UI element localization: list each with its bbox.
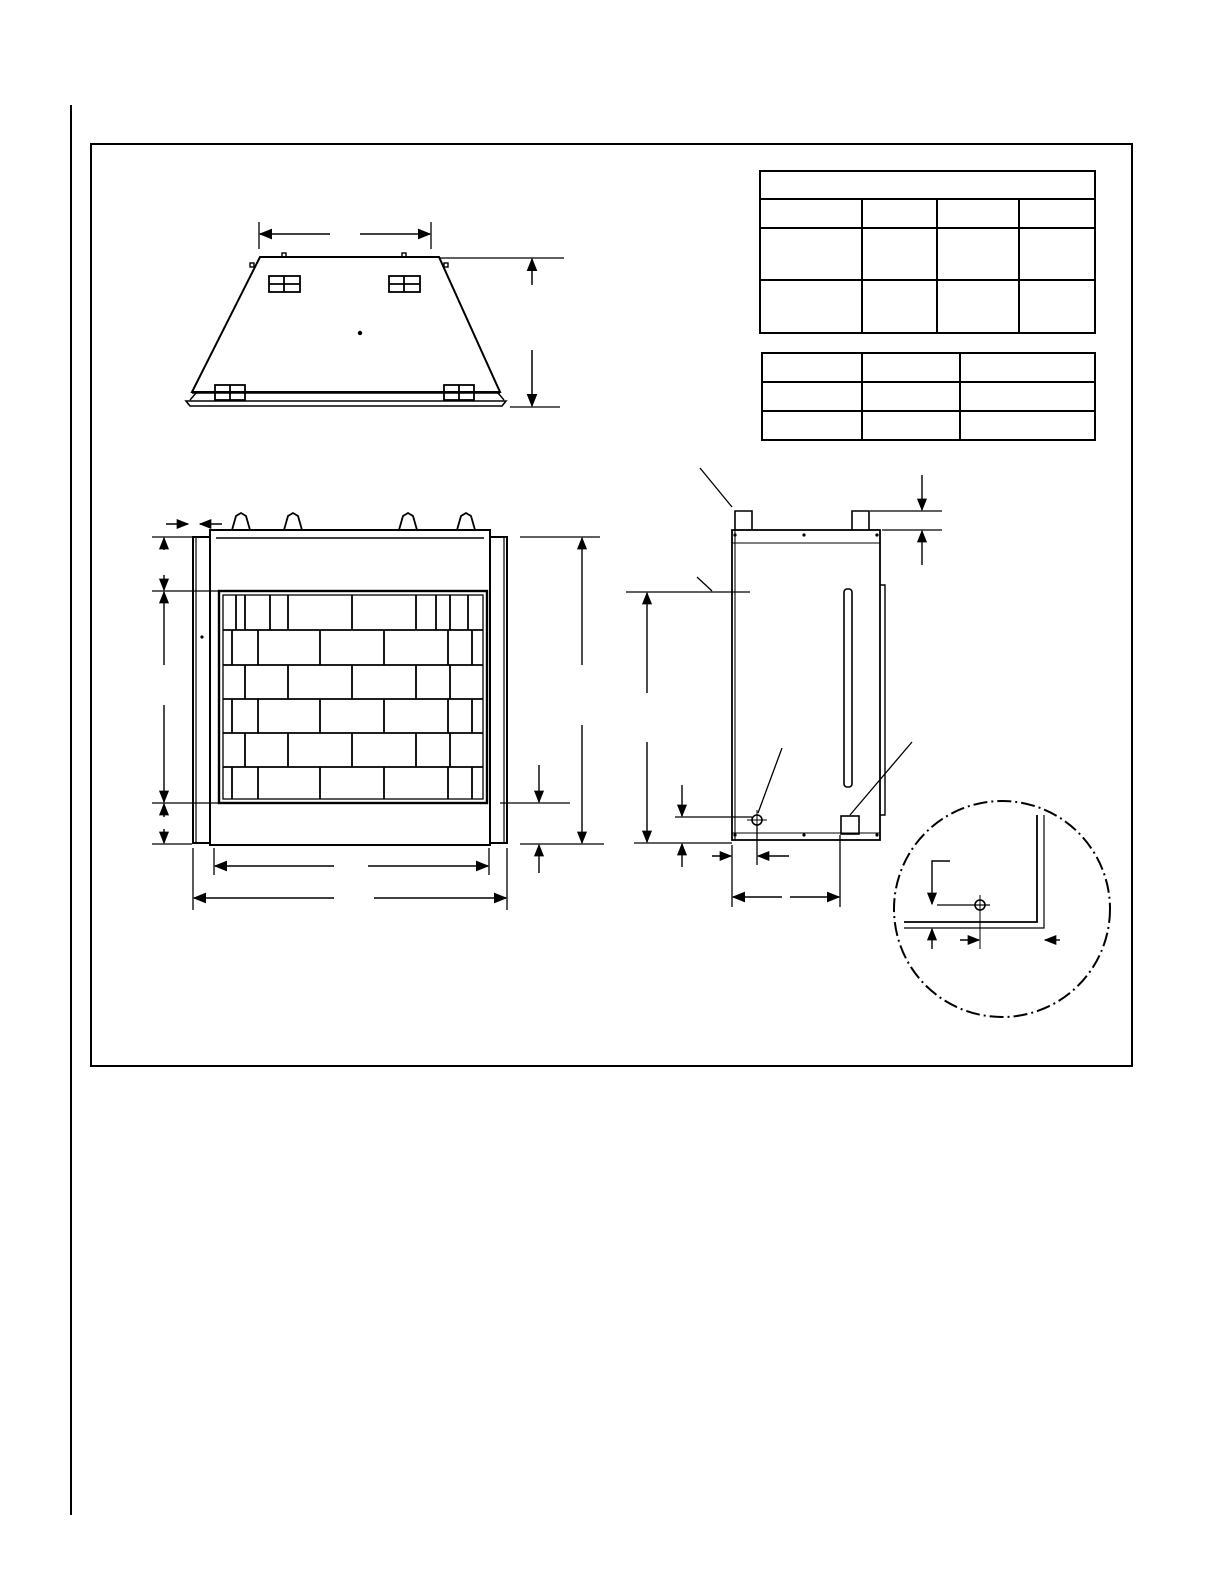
top-view-outline	[192, 257, 500, 392]
page-margin-rule	[70, 105, 72, 1515]
top-view-base-flange	[186, 401, 506, 406]
top-vent-left	[269, 276, 300, 292]
diagram-frame	[90, 143, 1133, 1067]
detail-view	[894, 801, 1110, 1017]
top-view	[186, 222, 564, 407]
side-view-slot	[844, 589, 852, 787]
firebox-brick-pattern	[223, 595, 483, 799]
side-view-body	[732, 530, 880, 840]
top-view-center-mark	[358, 331, 362, 335]
side-view	[626, 468, 942, 907]
bottom-vent-right	[444, 385, 474, 400]
top-vent-right	[389, 276, 420, 292]
dimension-detail-height	[932, 861, 950, 904]
technical-drawing	[92, 145, 1131, 1065]
firebox-opening	[219, 591, 487, 803]
junction-box	[841, 816, 859, 834]
detail-circle	[894, 801, 1110, 1017]
bottom-vent-left	[215, 385, 245, 400]
front-view	[152, 513, 604, 910]
